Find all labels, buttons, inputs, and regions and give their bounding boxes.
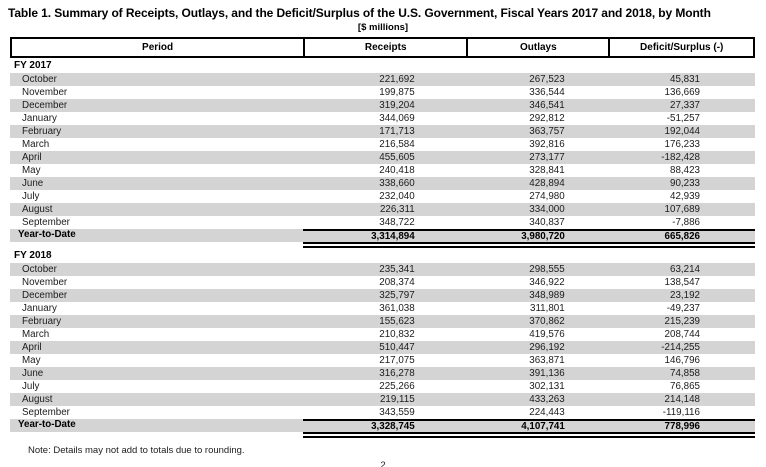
deficit-cell: 42,939: [670, 191, 700, 202]
receipts-cell: 232,040: [379, 191, 415, 202]
outlays-cell: 311,801: [530, 303, 565, 314]
summary-table: [10, 37, 755, 438]
table-title: Table 1. Summary of Receipts, Outlays, and the Deficit/Surplus of the U.S. Government, Fiscal Years 2017 and 2018, by Month: [8, 6, 711, 20]
receipts-cell: 216,584: [379, 139, 415, 150]
receipts-cell: 344,069: [379, 113, 415, 124]
receipts-cell: 155,623: [379, 316, 415, 327]
total-underline: [303, 432, 755, 438]
receipts-cell: 208,374: [379, 277, 415, 288]
deficit-cell: 208,744: [664, 329, 700, 340]
receipts-cell: 225,266: [379, 381, 415, 392]
page-number: 2: [380, 460, 386, 467]
deficit-cell: 23,192: [670, 290, 700, 301]
table-row: [10, 164, 755, 177]
period-cell: December: [22, 290, 68, 301]
table-row: [10, 328, 755, 341]
period-cell: Year-to-Date: [18, 419, 76, 430]
table-row: [10, 315, 755, 328]
table-row: [10, 289, 755, 302]
period-cell: March: [22, 329, 50, 340]
receipts-cell: 316,278: [379, 368, 415, 379]
period-cell: January: [22, 113, 57, 124]
column-header-receipts: Receipts: [303, 39, 466, 56]
footnote: Note: Details may not add to totals due to rounding.: [28, 445, 245, 456]
receipts-cell: 171,713: [379, 126, 415, 137]
outlays-cell: 391,136: [529, 368, 565, 379]
outlays-cell: 340,837: [529, 217, 565, 228]
table-header-row: [10, 37, 755, 58]
column-header-period: Period: [142, 42, 174, 53]
deficit-cell: 136,669: [664, 87, 700, 98]
receipts-cell: 510,447: [379, 342, 415, 353]
year-to-date-row: [10, 229, 755, 242]
deficit-cell: 45,831: [670, 74, 700, 85]
period-cell: Year-to-Date: [18, 229, 76, 240]
outlays-cell: 267,523: [529, 74, 565, 85]
year-to-date-row: [10, 419, 755, 432]
period-cell: November: [22, 87, 68, 98]
outlays-cell: 296,192: [529, 342, 565, 353]
outlays-cell: 363,871: [529, 355, 565, 366]
period-cell: February: [22, 126, 62, 137]
period-cell: November: [22, 277, 68, 288]
deficit-cell: 192,044: [664, 126, 700, 137]
receipts-cell: 240,418: [379, 165, 415, 176]
receipts-cell: 361,038: [379, 303, 415, 314]
receipts-cell: 199,875: [379, 87, 415, 98]
outlays-cell: 224,443: [529, 407, 565, 418]
period-cell: June: [22, 368, 44, 379]
outlays-cell: 336,544: [529, 87, 565, 98]
receipts-cell: 319,204: [379, 100, 415, 111]
period-cell: May: [22, 355, 41, 366]
period-cell: May: [22, 165, 41, 176]
period-cell: April: [22, 152, 42, 163]
fiscal-year-label: FY 2017: [14, 60, 52, 71]
receipts-cell: 325,797: [379, 290, 415, 301]
table-row: [10, 99, 755, 112]
table-row: [10, 177, 755, 190]
table-row: [10, 73, 755, 86]
period-cell: October: [22, 264, 57, 275]
receipts-total-cell: 3,328,745: [371, 421, 415, 432]
receipts-cell: 338,660: [379, 178, 415, 189]
outlays-cell: 274,980: [529, 191, 565, 202]
deficit-cell: -214,255: [661, 342, 700, 353]
receipts-cell: 343,559: [379, 407, 415, 418]
table-subtitle: [$ millions]: [357, 22, 409, 33]
receipts-cell: 348,722: [379, 217, 415, 228]
year-to-date-values: [303, 419, 755, 432]
table-row: [10, 354, 755, 367]
total-underline: [303, 242, 755, 248]
outlays-cell: 328,841: [529, 165, 565, 176]
receipts-cell: 217,075: [379, 355, 415, 366]
outlays-cell: 348,989: [529, 290, 565, 301]
receipts-total-cell: 3,314,894: [371, 231, 415, 242]
period-cell: January: [22, 303, 57, 314]
table-row: [10, 112, 755, 125]
period-cell: September: [22, 217, 70, 228]
deficit-cell: 107,689: [664, 204, 700, 215]
outlays-cell: 334,000: [529, 204, 565, 215]
table-row: [10, 302, 755, 315]
outlays-cell: 292,812: [529, 113, 565, 124]
period-cell: August: [22, 394, 53, 405]
period-cell: March: [22, 139, 50, 150]
period-cell: July: [22, 381, 40, 392]
period-cell: February: [22, 316, 62, 327]
receipts-cell: 455,605: [379, 152, 415, 163]
period-cell: September: [22, 407, 70, 418]
outlays-total-cell: 3,980,720: [521, 231, 565, 242]
deficit-total-cell: 778,996: [664, 421, 700, 432]
outlays-cell: 346,541: [529, 100, 565, 111]
deficit-cell: 146,796: [664, 355, 700, 366]
period-cell: April: [22, 342, 42, 353]
deficit-cell: 27,337: [670, 100, 700, 111]
period-cell: October: [22, 74, 57, 85]
deficit-cell: 88,423: [670, 165, 700, 176]
table-row: [10, 203, 755, 216]
table-row: [10, 341, 755, 354]
table-row: [10, 380, 755, 393]
table-row: [10, 406, 755, 419]
outlays-total-cell: 4,107,741: [521, 421, 565, 432]
deficit-cell: -51,257: [666, 113, 700, 124]
deficit-cell: -49,237: [666, 303, 700, 314]
outlays-cell: 392,816: [529, 139, 565, 150]
table-row: [10, 125, 755, 138]
receipts-cell: 219,115: [379, 394, 415, 405]
outlays-cell: 302,131: [529, 381, 565, 392]
receipts-cell: 210,832: [379, 329, 415, 340]
receipts-cell: 235,341: [379, 264, 415, 275]
period-cell: August: [22, 204, 53, 215]
table-row: [10, 263, 755, 276]
period-cell: December: [22, 100, 68, 111]
period-cell: July: [22, 191, 40, 202]
outlays-cell: 298,555: [529, 264, 565, 275]
column-header-outlays: Outlays: [466, 39, 608, 56]
outlays-cell: 419,576: [529, 329, 565, 340]
table-row: [10, 151, 755, 164]
period-cell: June: [22, 178, 44, 189]
table-row: [10, 367, 755, 380]
deficit-cell: -182,428: [661, 152, 700, 163]
table-row: [10, 216, 755, 229]
deficit-cell: 214,148: [664, 394, 700, 405]
outlays-cell: 273,177: [529, 152, 565, 163]
outlays-cell: 370,862: [529, 316, 565, 327]
table-row: [10, 393, 755, 406]
table-body: [10, 59, 755, 438]
outlays-cell: 346,922: [529, 277, 565, 288]
outlays-cell: 433,263: [529, 394, 565, 405]
outlays-cell: 363,757: [529, 126, 565, 137]
fiscal-year-label: FY 2018: [14, 250, 52, 261]
deficit-cell: -119,116: [662, 407, 700, 418]
receipts-cell: 221,692: [379, 74, 415, 85]
table-row: [10, 86, 755, 99]
table-row: [10, 276, 755, 289]
outlays-cell: 428,894: [529, 178, 565, 189]
deficit-cell: -7,886: [672, 217, 700, 228]
deficit-cell: 63,214: [670, 264, 700, 275]
deficit-cell: 176,233: [664, 139, 700, 150]
column-header-deficit: Deficit/Surplus (-): [608, 39, 752, 56]
deficit-cell: 74,858: [670, 368, 700, 379]
table-row: [10, 190, 755, 203]
deficit-cell: 76,865: [670, 381, 700, 392]
deficit-cell: 90,233: [670, 178, 700, 189]
table-row: [10, 138, 755, 151]
deficit-cell: 215,239: [664, 316, 700, 327]
deficit-cell: 138,547: [664, 277, 700, 288]
receipts-cell: 226,311: [379, 204, 415, 215]
year-to-date-values: [303, 229, 755, 242]
deficit-total-cell: 665,826: [664, 231, 700, 242]
